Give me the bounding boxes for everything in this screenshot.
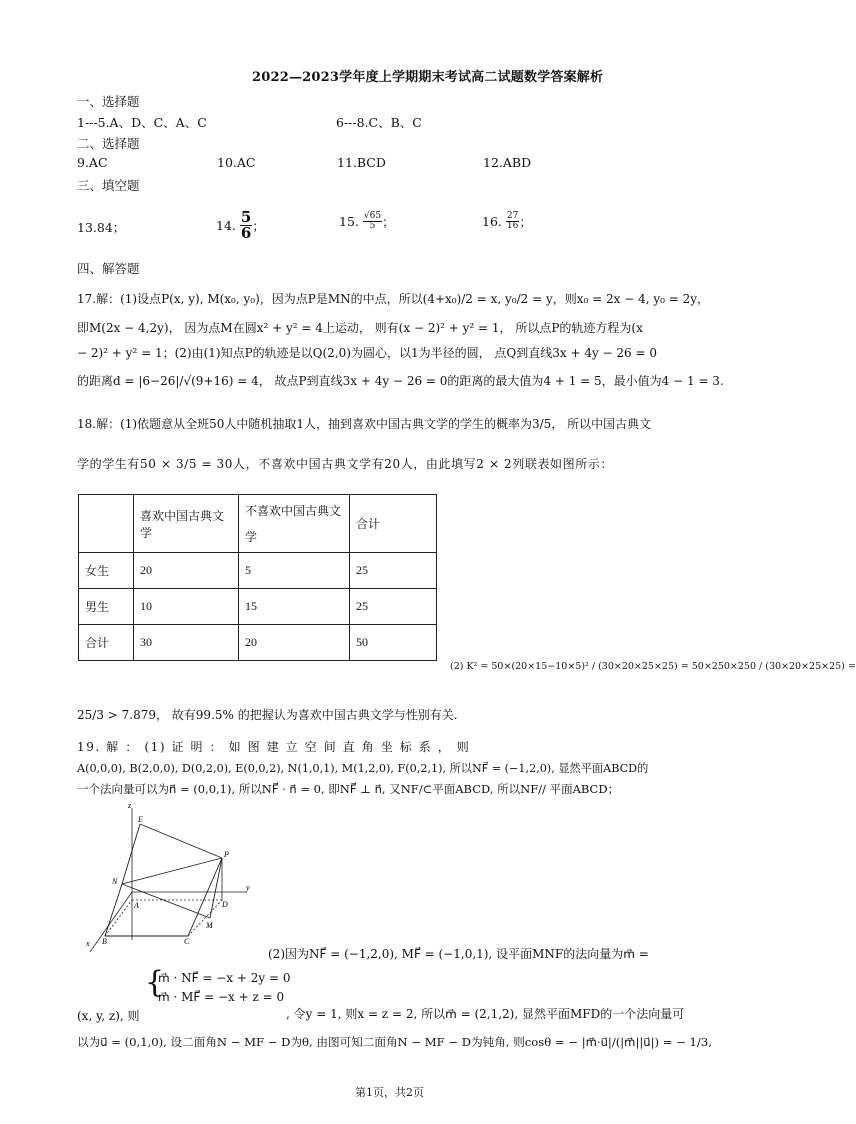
figure-label-E: E bbox=[138, 815, 143, 824]
figure-label-y: y bbox=[246, 883, 250, 892]
answers-1-5: 1---5.A、D、C、A、C bbox=[77, 115, 207, 130]
q18-k2-formula: (2) K² = 50×(20×15−10×5)² / (30×20×25×25) = 50×250×250 / (30×20×25×25) = bbox=[450, 661, 856, 672]
q19-line-5a: (x, y, z), 则 bbox=[77, 1009, 140, 1023]
table-cell: 20 bbox=[239, 625, 350, 661]
geometry-figure bbox=[72, 800, 262, 960]
figure-label-A: A bbox=[134, 901, 139, 910]
fraction-15: $\frac{√65}{5}$ bbox=[363, 211, 382, 231]
table-cell: 15 bbox=[239, 589, 350, 625]
q17-line-2: 即M(2x − 4,2y)， 因为点M在圆x² + y² = 4上运动， 则有(x − 2)² + y² = 1， 所以点P的轨迹方程为(x bbox=[77, 321, 643, 335]
answer-15: 15. $\frac{√65}{5}$ ； bbox=[339, 211, 395, 231]
table-header-cell: 合计 bbox=[350, 495, 437, 553]
answers-6-8: 6---8.C、B、C bbox=[336, 115, 422, 130]
q19-system-eq1: m⃗ · NF⃗ = −x + 2y = 0 bbox=[158, 971, 291, 985]
fraction-14: $\frac{5}{6}$ bbox=[240, 208, 252, 242]
table-cell: 10 bbox=[134, 589, 239, 625]
q18-line-1: 18.解：(1)依题意从全班50人中随机抽取1人，抽到喜欢中国古典文学的学生的概率为3/5， 所以中国古典文 bbox=[77, 417, 652, 431]
table-cell: 男生 bbox=[79, 589, 134, 625]
section-heading-fill: 三、填空题 bbox=[77, 178, 140, 193]
table-cell: 5 bbox=[239, 553, 350, 589]
figure-label-M: M bbox=[206, 921, 213, 930]
table-cell: 50 bbox=[350, 625, 437, 661]
table-row bbox=[79, 589, 437, 625]
figure-label-C: C bbox=[184, 937, 190, 946]
table-cell: 20 bbox=[134, 553, 239, 589]
figure-label-P: P bbox=[224, 850, 229, 859]
table-cell: 30 bbox=[134, 625, 239, 661]
q17-line-4: 的距离d = |6−26|/√(9+16) = 4， 故点P到直线3x + 4y − 26 = 0的距离的最大值为4 + 1 = 5，最小值为4 − 1 = 3. bbox=[77, 374, 724, 388]
figure-label-N: N bbox=[112, 877, 118, 886]
table-header-cell: 不喜欢中国古典文学 bbox=[239, 495, 350, 553]
section-heading-choice: 一、选择题 bbox=[77, 94, 140, 109]
table-header-cell bbox=[79, 495, 134, 553]
figure-label-x: x bbox=[86, 939, 90, 948]
brace-glyph: { bbox=[145, 965, 165, 1000]
q19-line-1: 19. 解 ： (1) 证 明 ： 如 图 建 立 空 间 直 角 坐 标 系 ， 则 bbox=[77, 740, 471, 754]
table-cell: 女生 bbox=[79, 553, 134, 589]
x-axis bbox=[90, 892, 132, 952]
q19-line-6: 以为u⃗ = (0,1,0), 设二面角N − MF − D为θ, 由图可知二面角N − MF − D为钝角, 则cosθ = − |m⃗·u⃗|/(|m⃗||u⃗|) = − 1/3, bbox=[77, 1035, 712, 1049]
table-cell: 25 bbox=[350, 589, 437, 625]
q19-line-2: A(0,0,0), B(2,0,0), D(0,2,0), E(0,0,2), N(1,0,1), M(1,2,0), F(0,2,1), 所以NF⃗ = (−1,2,0), 显然平面ABCD的 bbox=[77, 762, 649, 775]
table-row bbox=[79, 553, 437, 589]
figure-label-B: B bbox=[102, 937, 107, 946]
table-header-row bbox=[79, 495, 437, 553]
answer-9: 9.AC bbox=[77, 155, 108, 170]
page-title: 2022—2023学年度上学期期末考试高二试题数学答案解析 bbox=[252, 70, 604, 85]
answer-10: 10.AC bbox=[217, 155, 256, 170]
q18-line-3: 25/3 > 7.879， 故有99.5% 的把握认为喜欢中国古典文学与性别有关. bbox=[77, 708, 458, 722]
answer-13: 13.84； bbox=[77, 220, 126, 235]
figure-label-z: z bbox=[128, 801, 132, 810]
table-cell: 25 bbox=[350, 553, 437, 589]
q19-system-eq2: m⃗ · MF⃗ = −x + z = 0 bbox=[158, 990, 285, 1004]
q18-line-2: 学的学生有50 × 3/5 = 30人，不喜欢中国古典文学有20人，由此填写2 × 2列联表如图所示： bbox=[77, 457, 614, 471]
page-footer: 第1页，共2页 bbox=[355, 1086, 424, 1099]
q19-line-3: 一个法向量可以为n⃗ = (0,0,1), 所以NF⃗ · n⃗ = 0, 即NF⃗ ⊥ n⃗, 又NF/⊂平面ABCD, 所以NF// 平面ABCD； bbox=[77, 782, 620, 796]
table-row bbox=[79, 625, 437, 661]
q19-line-4: (2)因为NF⃗ = (−1,2,0), MF⃗ = (−1,0,1), 设平面MNF的法向量为m⃗ = bbox=[268, 947, 649, 961]
q19-line-5b: , 令y = 1, 则x = z = 2, 所以m⃗ = (2,1,2), 显然平面MFD的一个法向量可 bbox=[286, 1007, 685, 1021]
section-heading-multi: 二、选择题 bbox=[77, 136, 140, 151]
figure-label-D: D bbox=[222, 900, 228, 909]
q17-line-1: 17.解：(1)设点P(x, y), M(x₀, y₀)，因为点P是MN的中点，所以(4+x₀)/2 = x, y₀/2 = y，则x₀ = 2x − 4, y₀ = 2y， bbox=[77, 292, 710, 306]
table-header-cell: 喜欢中国古典文学 bbox=[134, 495, 239, 553]
answer-16: 16. $\frac{27}{16}$ ； bbox=[482, 211, 532, 231]
answer-14: 14. $\frac{5}{6}$ ； bbox=[216, 208, 265, 242]
answer-11: 11.BCD bbox=[337, 155, 386, 170]
fraction-16: $\frac{27}{16}$ bbox=[506, 211, 519, 231]
answer-12: 12.ABD bbox=[483, 155, 532, 170]
table-cell: 合计 bbox=[79, 625, 134, 661]
contingency-table bbox=[78, 494, 437, 661]
section-heading-solve: 四、解答题 bbox=[77, 261, 140, 276]
q17-line-3: − 2)² + y² = 1；(2)由(1)知点P的轨迹是以Q(2,0)为圆心，以1为半径的圆， 点Q到直线3x + 4y − 26 = 0 bbox=[77, 346, 658, 360]
